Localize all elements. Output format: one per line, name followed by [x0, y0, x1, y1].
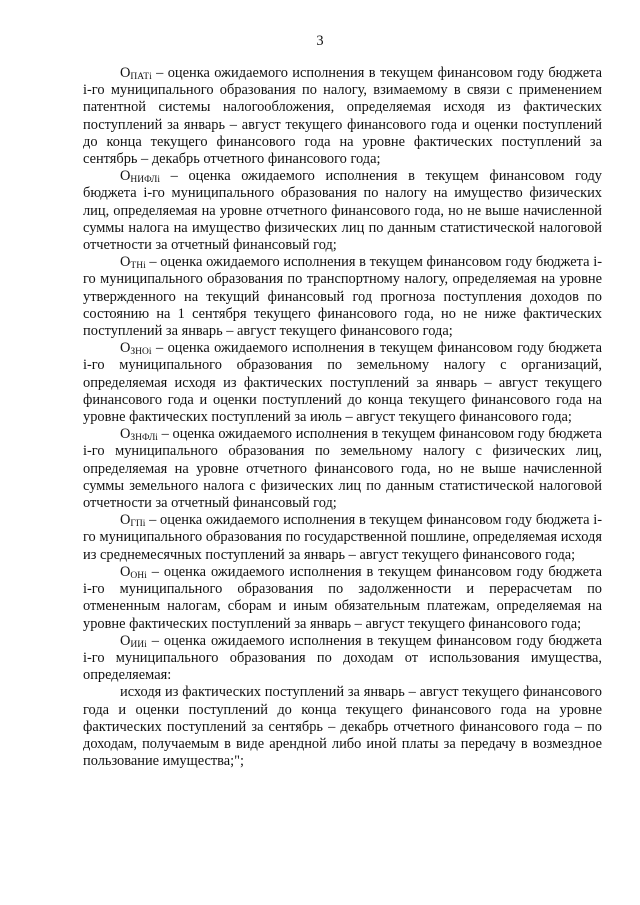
paragraph-rent-income [83, 684, 602, 770]
paragraph-onifl [83, 168, 602, 254]
paragraph-oii [83, 633, 602, 685]
paragraph-text: – оценка ожидаемого исполнения в текущем финансовом году бюджета i-го муниципального образования по транспортному налогу, определяемая на уровне утвержденного на текущий финансовый год прогноза поступления доходов по состоянию на 1 сентября текущего финансового года, но не ниже фактических поступлений за январь – август текущего финансового года; [83, 254, 602, 340]
paragraph-text: – оценка ожидаемого исполнения в текущем финансовом году бюджета i-го муниципального образования по земельному налогу с организаций, определяемая исходя из фактических поступлений за январь – август текущего финансового года и оценки поступлений до конца текущего финансового года на уровне фактических поступлений за июль – август текущего финансового года; [83, 340, 602, 426]
page-number: 3 [316, 33, 324, 49]
paragraph-text: исходя из фактических поступлений за январь – август текущего финансового года и оценки поступлений до конца текущего финансового года на уровне фактических поступлений за сентябрь – декабрь отчетного финансового года – по доходам, получаемым в виде арендной либо иной платы за передачу в возмездное пользование имущества;"; [83, 684, 602, 770]
symbol: $О_{ПАТi}$ [120, 65, 152, 82]
paragraph-text: – оценка ожидаемого исполнения в текущем финансовом году бюджета i-го муниципального образования по земельному налогу с физических лиц, определяемая на уровне отчетного финансового года, но не выше начисленной суммы земельного налога с физических лиц по данным статистической налоговой отчетности за отчетный финансовый год; [83, 426, 602, 512]
paragraph-ogp [83, 512, 602, 564]
paragraph-text: – оценка ожидаемого исполнения в текущем финансовом году бюджета i-го муниципального образования по задолженности и перерасчетам по отмененным налогам, сборам и иным обязательным платежам, определяемая на уровне фактических поступлений за январь – август текущего финансового года; [83, 563, 602, 632]
paragraph-text: – оценка ожидаемого исполнения в текущем финансовом году бюджета i-го муниципального образования по налогу, взимаемому в связи с применением патентной системы налогообложения, определяемая исходя из фактических поступлений за январь – август текущего финансового года и оценки поступлений до конца текущего финансового года на уровне фактических поступлений за сентябрь – декабрь отчетного финансового года; [83, 65, 602, 168]
paragraph-text: – оценка ожидаемого исполнения в текущем финансовом году бюджета i-го муниципального образования по государственной пошлине, определяемая исходя из среднемесячных поступлений за январь – август текущего финансового года; [83, 512, 602, 563]
symbol: $О_{ГПi}$ [120, 512, 146, 530]
symbol: $О_{ЗНФЛi}$ [120, 426, 158, 444]
paragraph-text: – оценка ожидаемого исполнения в текущем финансовом году бюджета i-го муниципального образования по налогу на имущество физических лиц, определяемая на уровне отчетного финансового года, но не выше начисленной суммы налога на имущество физических лиц по данным статистической налоговой отчетности за отчетный финансовый год; [83, 168, 602, 254]
symbol: $О_{НИФЛi}$ [120, 168, 161, 186]
symbol: $О_{ОНi}$ [120, 563, 147, 581]
paragraph-ozno [83, 340, 602, 426]
symbol: $О_{ТНi}$ [120, 254, 146, 272]
paragraph-oon [83, 564, 602, 633]
paragraph-text: – оценка ожидаемого исполнения в текущем финансовом году бюджета i-го муниципального образования по доходам от использования имущества, определяемая: [83, 632, 602, 684]
document-body [83, 65, 602, 770]
symbol: $О_{ЗНОi}$ [120, 340, 152, 358]
paragraph-oznfl [83, 426, 602, 512]
paragraph-otn [83, 254, 602, 340]
paragraph-opat [83, 65, 602, 168]
symbol: $О_{ИИi}$ [120, 632, 147, 650]
